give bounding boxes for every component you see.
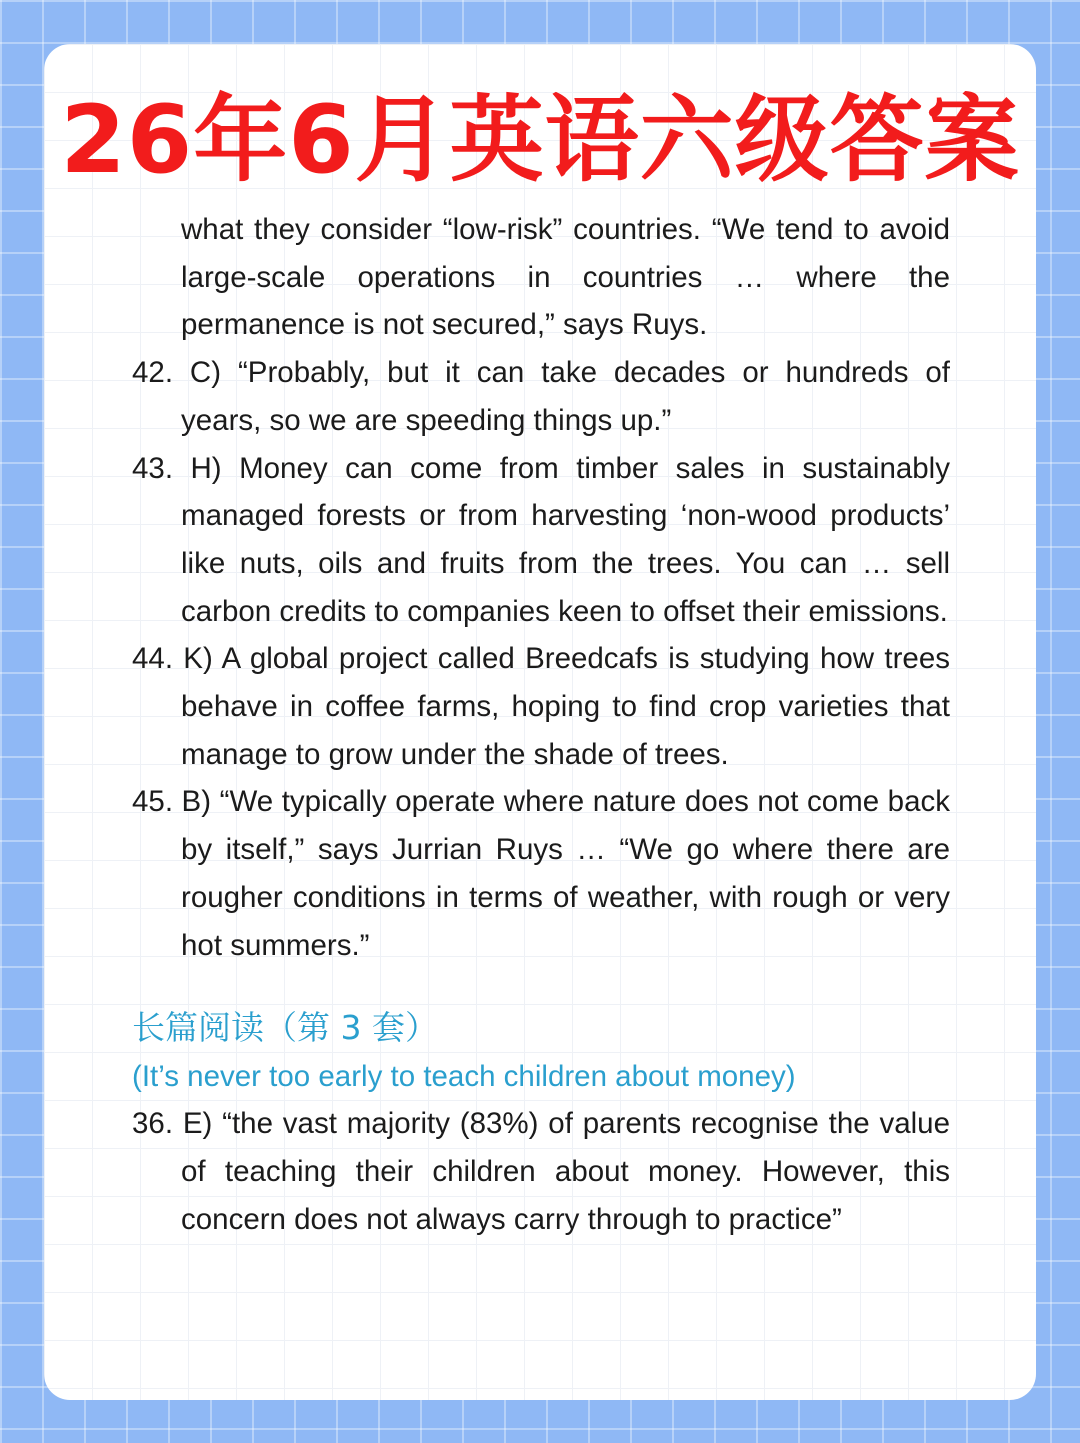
answer-item xyxy=(132,778,950,969)
section-subtitle: (It’s never too early to teach children about money) xyxy=(132,1060,796,1094)
continued-paragraph: what they consider “low-risk” countries. “We tend to avoid large-scale operations in countries … where the permanence is not secured,” says Ruys. xyxy=(181,213,950,342)
answer-text: “Probably, but it can take decades or hundreds of years, so we are speeding things up.” xyxy=(181,356,950,437)
section-spacer xyxy=(132,969,950,1003)
answer-list-part1 xyxy=(132,349,950,969)
answer-label: 36. E) xyxy=(132,1107,213,1141)
answer-item xyxy=(132,349,950,444)
answer-label: 44. K) xyxy=(132,642,213,676)
answer-item xyxy=(132,1100,950,1243)
answer-item xyxy=(132,635,950,778)
answer-list-part2 xyxy=(132,1100,950,1243)
answer-text: “the vast majority (83%) of parents recognise the value of teaching their children about money. However, this concern does not always carry through to practice” xyxy=(181,1107,950,1236)
answer-card xyxy=(44,44,1036,1400)
page-title: 26年6月英语六级答案 xyxy=(60,86,1020,195)
answer-text: A global project called Breedcafs is studying how trees behave in coffee farms, hoping to find crop varieties that manage to grow under the shade of trees. xyxy=(181,642,950,771)
answer-label: 45. B) xyxy=(132,785,212,819)
answer-content xyxy=(132,206,950,1243)
answer-label: 43. H) xyxy=(132,451,222,485)
answer-text: Money can come from timber sales in sustainably managed forests or from harvesting ‘non-wood products’ like nuts, oils and fruits from the trees. You can … sell carbon credits to companies keen to offset their emissions. xyxy=(181,451,950,628)
answer-text: “We typically operate where nature does not come back by itself,” says Jurrian Ruys … “We go where there are rougher conditions in terms of weather, with rough or very hot summers.” xyxy=(181,785,950,962)
section-heading: 长篇阅读（第 3 套） xyxy=(132,1008,438,1048)
answer-label: 42. C) xyxy=(132,356,222,390)
answer-item xyxy=(132,445,950,636)
